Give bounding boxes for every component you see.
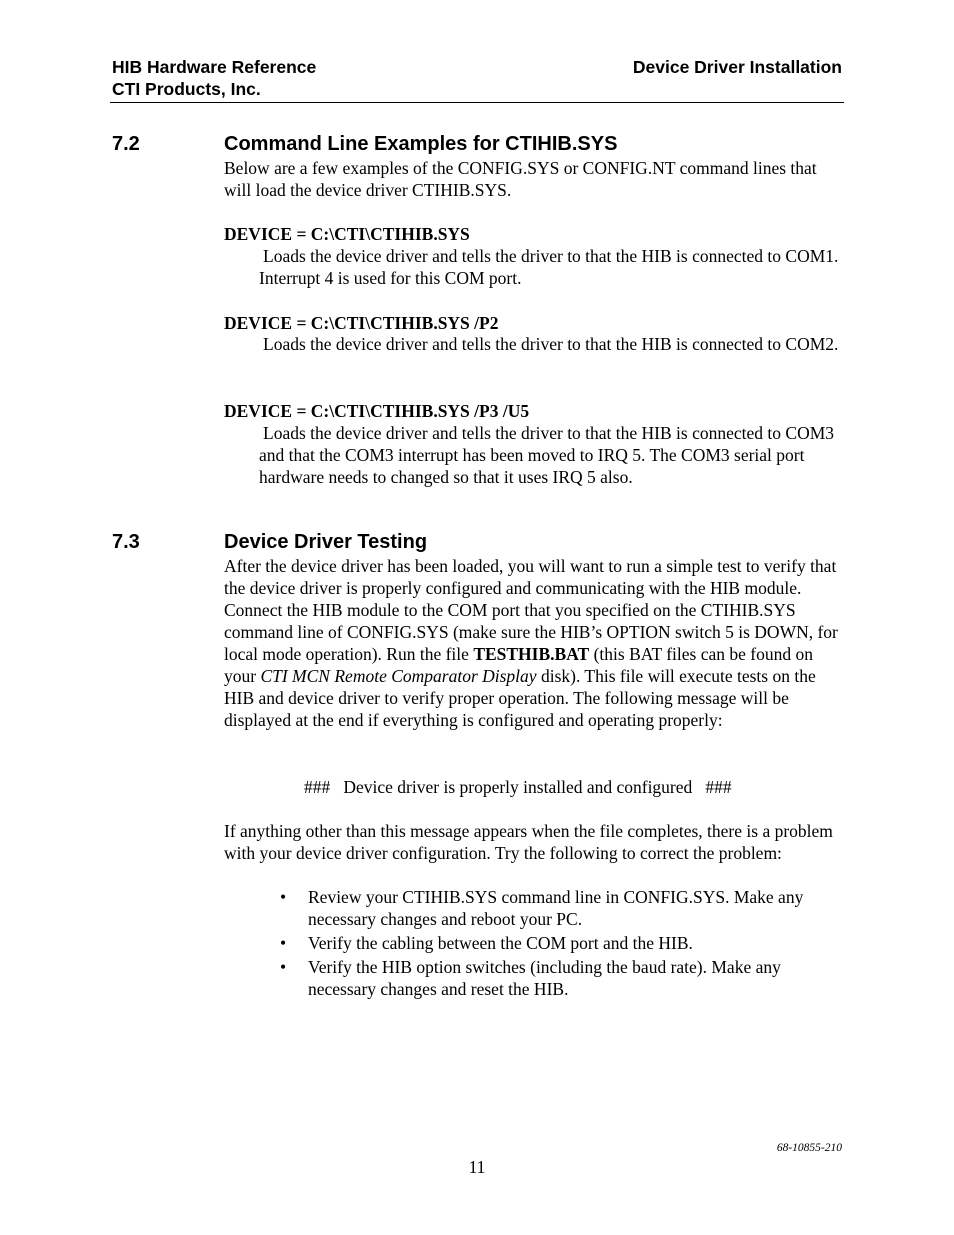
section-7-2-number: 7.2 — [112, 133, 140, 155]
example-2-description: Loads the device driver and tells the driver to that the HIB is connected to COM2. — [263, 334, 839, 354]
disk-name: CTI MCN Remote Comparator Display — [260, 666, 537, 686]
list-item — [280, 956, 844, 1000]
header-divider — [110, 102, 844, 103]
header-title: HIB Hardware Reference — [112, 57, 317, 77]
section-7-2-intro: Below are a few examples of the CONFIG.SYS or CONFIG.NT command lines that will load the device driver CTIHIB.SYS. — [224, 158, 817, 200]
page-number: 11 — [468, 1157, 486, 1177]
testhib-filename: TESTHIB.BAT — [473, 644, 590, 664]
list-item — [280, 932, 844, 954]
list-item-text: Verify the cabling between the COM port and the HIB. — [308, 933, 693, 953]
running-header-left — [112, 56, 316, 100]
bullet-icon: • — [280, 957, 287, 977]
bullet-icon: • — [280, 933, 287, 953]
paragraph-1-text-c: disk). This file will execute tests on the HIB and device driver to verify proper operation. The following message will be displayed at the end if everything is configured and operating properly: — [224, 666, 816, 730]
paragraph-1-text-b: (this BAT files can be found on your — [224, 644, 813, 686]
example-3-command: DEVICE = C:\CTI\CTIHIB.SYS /P3 /U5 — [224, 401, 530, 421]
header-chapter: Device Driver Installation — [632, 57, 842, 77]
header-company: CTI Products, Inc. — [112, 79, 261, 99]
section-7-3-paragraph-2: If anything other than this message appears when the file completes, there is a problem with your device driver configuration. Try the following to correct the problem: — [224, 821, 833, 863]
example-1-description: Loads the device driver and tells the driver to that the HIB is connected to COM1. Interrupt 4 is used for this COM port. — [259, 246, 839, 288]
paragraph-1-text-a: After the device driver has been loaded, you will want to run a simple test to verify that the device driver is properly configured and communicating with the HIB module. Connect the HIB module to the COM port that you specified on the CTIHIB.SYS command line of CONFIG.SYS (make sure the HIB’s OPTION switch 5 is DOWN, for local mode operation). Run the file — [224, 556, 838, 664]
list-item-text: Verify the HIB option switches (including the baud rate). Make any necessary changes and reset the HIB. — [308, 957, 781, 999]
section-7-3-heading: Device Driver Testing — [224, 531, 428, 553]
example-1-command: DEVICE = C:\CTI\CTIHIB.SYS — [224, 224, 470, 244]
list-item-text: Review your CTIHIB.SYS command line in CONFIG.SYS. Make any necessary changes and reboot your PC. — [308, 887, 804, 929]
troubleshooting-list — [280, 886, 844, 1002]
section-7-3-paragraph-1 — [224, 555, 844, 731]
success-message: ### Device driver is properly installed and configured ### — [304, 777, 732, 797]
section-7-2-heading: Command Line Examples for CTIHIB.SYS — [224, 133, 618, 155]
list-item — [280, 886, 844, 930]
bullet-icon: • — [280, 887, 287, 907]
document-number: 68-10855-210 — [776, 1142, 842, 1154]
example-2-command: DEVICE = C:\CTI\CTIHIB.SYS /P2 — [224, 313, 499, 333]
example-3-description: Loads the device driver and tells the driver to that the HIB is connected to COM3 and that the COM3 interrupt has been moved to IRQ 5. The COM3 serial port hardware needs to changed so that it uses IRQ 5 also. — [259, 423, 835, 487]
section-7-3-number: 7.3 — [112, 531, 140, 553]
